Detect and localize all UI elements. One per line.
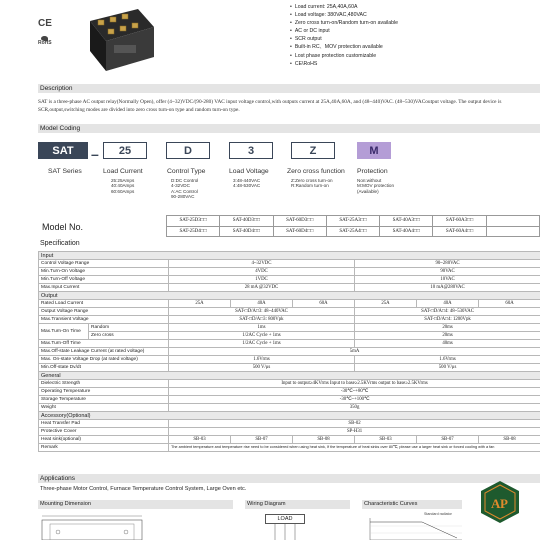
table-row: Max.Turn-On Time Random 1ms 20ms — [39, 324, 540, 332]
table-row: Protective Cover SP-H31 — [39, 428, 540, 436]
code-voltage: 3 — [229, 142, 273, 159]
spec-table — [38, 251, 540, 452]
model-cell: SAT-60A3□□ — [433, 216, 486, 227]
model-cell: SAT-40A4□□ — [380, 226, 433, 237]
table-row — [167, 216, 540, 227]
feature-item: • Zero cross turn-on/Random turn-on available — [290, 19, 398, 27]
table-row: Max.Input Current 28 mA @32VDC 10 mA@280VAC — [39, 284, 540, 292]
code-sub-zero-cross: Z:Zero cross turn-on R:Random turn-on — [291, 178, 333, 189]
table-row: Zero cross 1/2AC Cycle + 1ms 20ms — [39, 332, 540, 340]
model-cell: SAT-25A3□□ — [326, 216, 379, 227]
table-row: Min.Off-state Dv/dt 500 V/μs 500 V/μs — [39, 364, 540, 372]
description-heading: Description — [40, 85, 73, 92]
feature-item: • Load current: 25A,40A,60A — [290, 3, 398, 11]
feature-item: • Load voltage: 380VAC,480VAC — [290, 11, 398, 19]
mounting-drawing — [38, 512, 233, 540]
wiring-heading: Wiring Diagram — [247, 501, 286, 507]
table-row: Max. On-state Voltage Drop (at rated voltage) 1.6Vrms 1.6Vrms — [39, 356, 540, 364]
code-current: 25 — [103, 142, 147, 159]
model-cell: SAT-40A3□□ — [380, 216, 433, 227]
code-title-protection: Protection — [357, 168, 388, 175]
description-text: SAT is a three-phase AC output relay(Normally Open), offer (4~32)VDC/(90-280) VAC input voltage control,with outputs current at 25A,40A,60A, and (48~440)VAC. (48~530)VACoutput voltage. The output device is SCR,output,switching modes are divided into zero cross turn-on type and random turn-on type. — [38, 99, 502, 113]
applications-heading-bar — [38, 474, 540, 483]
load-box: LOAD — [265, 514, 305, 524]
brand-logo — [478, 480, 522, 524]
spec-group-general: General — [39, 372, 540, 380]
curve-grid — [362, 516, 462, 540]
feature-list — [290, 3, 398, 68]
code-sub-protection: Non:without M:MOV protection (Available) — [357, 178, 395, 194]
table-row: Control Voltage Range 4~32VDC 90~280VAC — [39, 260, 540, 268]
code-dash: – — [91, 146, 99, 162]
wiring-lines — [245, 524, 350, 540]
model-cell: SAT-60D3□□ — [273, 216, 326, 227]
table-row: Min.Turn-On Voltage 4VDC 90VAC — [39, 268, 540, 276]
characteristic-curves — [362, 512, 462, 540]
spec-group-accessory: Accessory(Optional) — [39, 412, 540, 420]
table-row: Min.Turn-Off Voltage 1VDC 10VAC — [39, 276, 540, 284]
mounting-heading-bar — [38, 500, 233, 509]
svg-text:A: A — [491, 496, 501, 511]
table-row: Remark The ambient temperature and temperature rise need to be considered when using heat sink, If the temperature of heat sinks over 80℃, please use a larger heat sink or forced cooling with a fan — [39, 444, 540, 452]
code-zero-cross: Z — [291, 142, 335, 159]
model-no-table — [166, 215, 540, 237]
feature-item: • CE\RoHS — [290, 60, 398, 68]
curves-heading-bar — [362, 500, 462, 509]
table-row — [167, 226, 540, 237]
mounting-heading: Mounting Dimension — [40, 501, 91, 507]
model-coding-heading-bar — [38, 124, 540, 133]
code-title-zero-cross: Zero cross function — [287, 168, 345, 175]
model-cell: SAT-40D3□□ — [220, 216, 273, 227]
model-cell: SAT-40D4□□ — [220, 226, 273, 237]
model-cell: SAT-25D3□□ — [167, 216, 220, 227]
model-coding-heading: Model Coding — [40, 125, 81, 132]
spec-heading: Specification — [40, 240, 80, 247]
rohs-mark: RoHS — [38, 36, 52, 46]
code-sub-control: D:DC Control 4-32VDC A:AC Control 90-280VAC — [171, 178, 199, 199]
table-row: Output Voltage Range SAT-□D/A□3: 48~440VAC SAT-□D/A□4: 48~530VAC — [39, 308, 540, 316]
code-title-control: Control Type — [167, 168, 206, 175]
feature-item: • Built-in RC、MOV protection available — [290, 43, 398, 51]
wiring-diagram — [245, 512, 350, 540]
applications-text: Three-phase Motor Control, Furnace Temperature Control System, Large Oven etc. — [40, 486, 247, 492]
model-cell — [486, 216, 539, 227]
feature-item: • AC or DC input — [290, 27, 398, 35]
model-no-label: Model No. — [42, 222, 84, 232]
code-title-voltage: Load Voltage — [229, 168, 269, 175]
curve-note: Standard radiator — [424, 512, 452, 516]
model-cell: SAT-60D4□□ — [273, 226, 326, 237]
table-row: Storage Temperature -30℃~+100℃ — [39, 396, 540, 404]
model-cell: SAT-60A4□□ — [433, 226, 486, 237]
code-title-current: Load Current — [103, 168, 143, 175]
table-row: Dielectric Strength Input to output≥4KVrms Input to base≥2.5KVrms output to base≥2.5KVrms — [39, 380, 540, 388]
relay-product-image — [84, 3, 156, 75]
code-title-series: SAT Series — [48, 168, 82, 175]
model-cell: SAT-25A4□□ — [326, 226, 379, 237]
table-row: Max.Off-state Leakage Current (at rated voltage) 5mA — [39, 348, 540, 356]
model-cell — [486, 226, 539, 237]
svg-text:P: P — [500, 496, 508, 511]
table-row: Rated Load Current 25A 40A 60A 25A 40A 60A — [39, 300, 540, 308]
table-row: Heat sink(optional) SB-03 SB-07 SB-08 SB-03 SB-07 SB-08 — [39, 436, 540, 444]
code-sub-current: 25:25Amps 40:40Amps 60:60Amps — [111, 178, 135, 194]
code-protection: M — [357, 142, 391, 159]
spec-group-input: Input — [39, 252, 540, 260]
feature-item: • SCR output — [290, 35, 398, 43]
table-row: Operating Temperature -30℃~+80℃ — [39, 388, 540, 396]
table-row: Weight 350g — [39, 404, 540, 412]
code-series: SAT — [38, 142, 88, 159]
table-row: Max.Turn-Off Time 1/2AC Cycle + 1ms 40ms — [39, 340, 540, 348]
ce-mark: CE — [38, 18, 52, 29]
feature-item: • Lost phase protection customizable — [290, 52, 398, 60]
code-sub-voltage: 3:48-440VAC 4:48-530VAC — [233, 178, 261, 189]
wiring-heading-bar — [245, 500, 350, 509]
code-control: D — [166, 142, 210, 159]
table-row: Max.Transient Voltage SAT-□D/A□3: 800Vpk SAT-□D/A□4: 1200Vpk — [39, 316, 540, 324]
description-heading-bar — [38, 84, 540, 93]
table-row: Heat Transfer Pad SB-02 — [39, 420, 540, 428]
applications-heading: Applications — [40, 475, 76, 482]
curves-heading: Characteristic Curves — [364, 501, 418, 507]
model-cell: SAT-25D4□□ — [167, 226, 220, 237]
spec-group-output: Output — [39, 292, 540, 300]
